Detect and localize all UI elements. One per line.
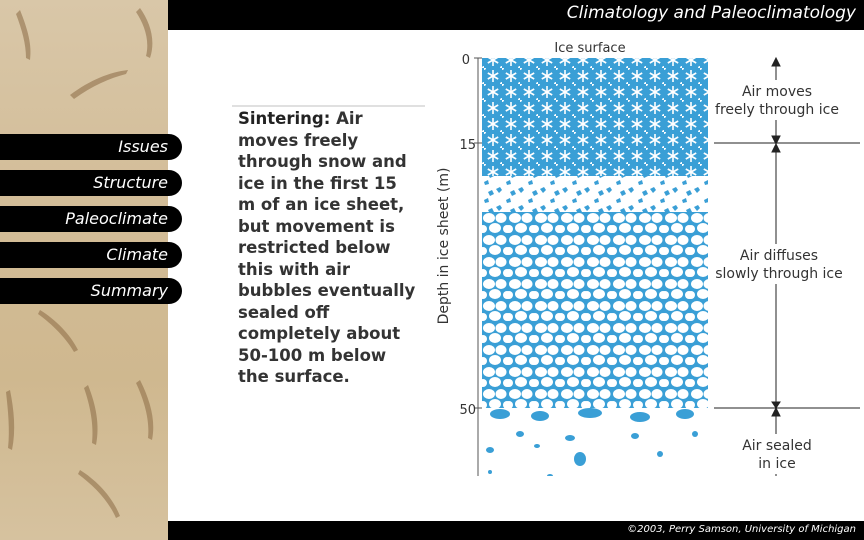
axis-label: Depth in ice sheet (m): [436, 167, 452, 325]
fossil-sidebar: [0, 0, 168, 540]
snow-layer: [482, 58, 708, 176]
page-title: Climatology and Paleoclimatology: [566, 3, 856, 23]
zone-1-line-2: freely through ice: [715, 102, 839, 118]
footer-bar: [168, 521, 864, 540]
fossil-fish-decoration: [0, 0, 168, 540]
body-paragraph: Air moves freely through snow and ice in the first 15 m of an ice sheet, but movement is restricted below this with air bubbles eventually sealed off completely about 50-100 m below the surface.: [238, 109, 416, 386]
nav-structure[interactable]: Structure: [0, 170, 182, 196]
divider: [232, 105, 425, 107]
zone-3-line-2: in ice: [758, 456, 796, 472]
nav-climate[interactable]: Climate: [0, 242, 182, 268]
nav-paleoclimate[interactable]: Paleoclimate: [0, 206, 182, 232]
tick-label: 15: [459, 138, 476, 153]
tick-label: 50: [459, 403, 476, 418]
copyright-text: ©2003, Perry Samson, University of Michigan: [627, 524, 856, 535]
title-bar: [168, 0, 864, 30]
zone-1-line-1: Air moves: [741, 84, 813, 100]
zone-2-line-1: Air diffuses: [739, 248, 819, 264]
ice-surface-label: Ice surface: [554, 41, 626, 56]
zone-2-line-2: slowly through ice: [715, 266, 843, 282]
nav-summary[interactable]: Summary: [0, 278, 182, 304]
body-text: [238, 108, 418, 388]
compacted-ice-layer: [482, 212, 708, 408]
bubble-ice-layer: [482, 408, 708, 476]
tick-label: 0: [461, 53, 470, 68]
zone-3-line-1: Air sealed: [742, 438, 812, 454]
firn-layer: [482, 176, 708, 216]
ice-sheet-diagram: [430, 36, 860, 476]
term-label: Sintering:: [238, 109, 331, 128]
nav-issues[interactable]: Issues: [0, 134, 182, 160]
